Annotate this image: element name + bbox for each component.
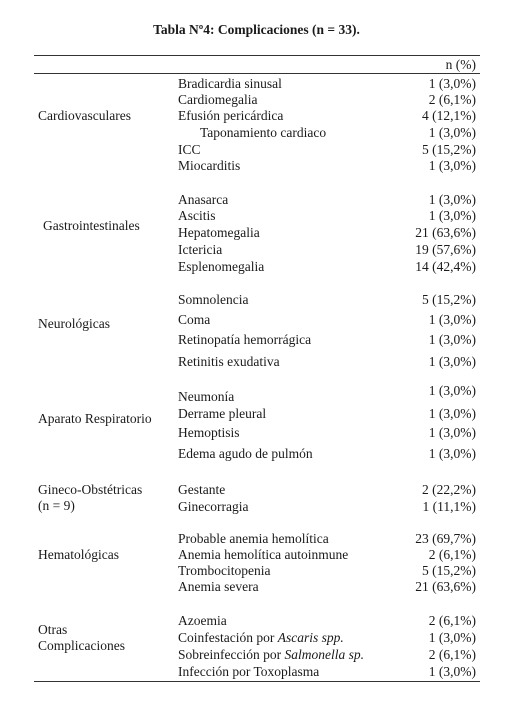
category-label: Cardiovasculares [38,108,131,123]
item-label: Retinopatía hemorrágica [178,332,312,347]
item-label: Bradicardia sinusal [178,76,282,91]
item-value: 1 (3,0%) [428,383,476,398]
item-value: 1 (3,0%) [428,192,476,207]
item-value: 1 (3,0%) [428,354,476,369]
category-label: Otras [38,622,68,637]
item-label: Coinfestación por Ascaris spp. [178,630,344,645]
item-value: 1 (3,0%) [428,406,476,421]
item-value: 1 (3,0%) [428,425,476,440]
item-value: 5 (15,2%) [422,563,476,578]
item-value: 1 (3,0%) [428,158,476,173]
item-value: 1 (3,0%) [428,76,476,91]
top-rule [34,55,480,56]
item-label: Anasarca [178,192,229,207]
item-label: Miocarditis [178,158,241,173]
item-label: Ictericia [178,242,223,257]
item-value: 2 (6,1%) [428,613,476,628]
item-label: Taponamiento cardiaco [200,125,327,140]
item-label: Anemia severa [178,579,259,594]
item-value: 1 (3,0%) [428,125,476,140]
item-value: 21 (63,6%) [415,579,476,594]
item-value: 2 (6,1%) [428,92,476,107]
column-header: n (%) [445,57,476,72]
category-sublabel: (n = 9) [38,498,75,513]
item-value: 1 (3,0%) [428,630,476,645]
item-value: 21 (63,6%) [415,225,476,240]
item-label: Neumonía [178,389,235,404]
item-value: 2 (6,1%) [428,547,476,562]
item-label: Esplenomegalia [178,259,265,274]
item-label: Coma [178,312,211,327]
category-sublabel: Complicaciones [38,638,125,653]
item-label: Retinitis exudativa [178,354,280,369]
item-label: ICC [178,142,201,157]
item-value: 1 (3,0%) [428,208,476,223]
item-label: Azoemia [178,613,227,628]
item-value: 2 (22,2%) [422,482,476,497]
item-label: Ascitis [178,208,216,223]
item-value: 23 (69,7%) [415,531,476,546]
item-value: 1 (3,0%) [428,312,476,327]
item-label: Gestante [178,482,226,497]
item-label: Probable anemia hemolítica [178,531,329,546]
item-label: Cardiomegalia [178,92,258,107]
item-label: Ginecorragia [178,499,249,514]
item-label: Sobreinfección por Salmonella sp. [178,647,364,662]
item-value: 5 (15,2%) [422,292,476,307]
table-title: Tabla Nº4: Complicaciones (n = 33). [153,22,360,37]
item-label: Derrame pleural [178,406,267,421]
category-label: Aparato Respiratorio [38,411,152,426]
item-label: Hemoptisis [178,425,240,440]
item-value: 4 (12,1%) [422,108,476,123]
item-value: 14 (42,4%) [415,259,476,274]
item-value: 19 (57,6%) [415,242,476,257]
bottom-rule [34,681,480,682]
category-label: Gineco-Obstétricas [38,482,143,497]
item-value: 1 (3,0%) [428,332,476,347]
category-label: Gastrointestinales [43,218,140,233]
category-label: Neurológicas [38,316,110,331]
header-rule [34,73,480,74]
item-label: Hepatomegalia [178,225,260,240]
item-label: Infección por Toxoplasma [178,664,320,679]
item-value: 1 (11,1%) [422,499,476,514]
item-value: 1 (3,0%) [428,664,476,679]
category-label: Hematológicas [38,547,119,562]
item-label: Edema agudo de pulmón [178,446,313,461]
item-label: Trombocitopenia [178,563,271,578]
item-label: Anemia hemolítica autoinmune [178,547,349,562]
item-value: 5 (15,2%) [422,142,476,157]
item-value: 1 (3,0%) [428,446,476,461]
item-value: 2 (6,1%) [428,647,476,662]
item-label: Somnolencia [178,292,249,307]
item-label: Efusión pericárdica [178,108,284,123]
